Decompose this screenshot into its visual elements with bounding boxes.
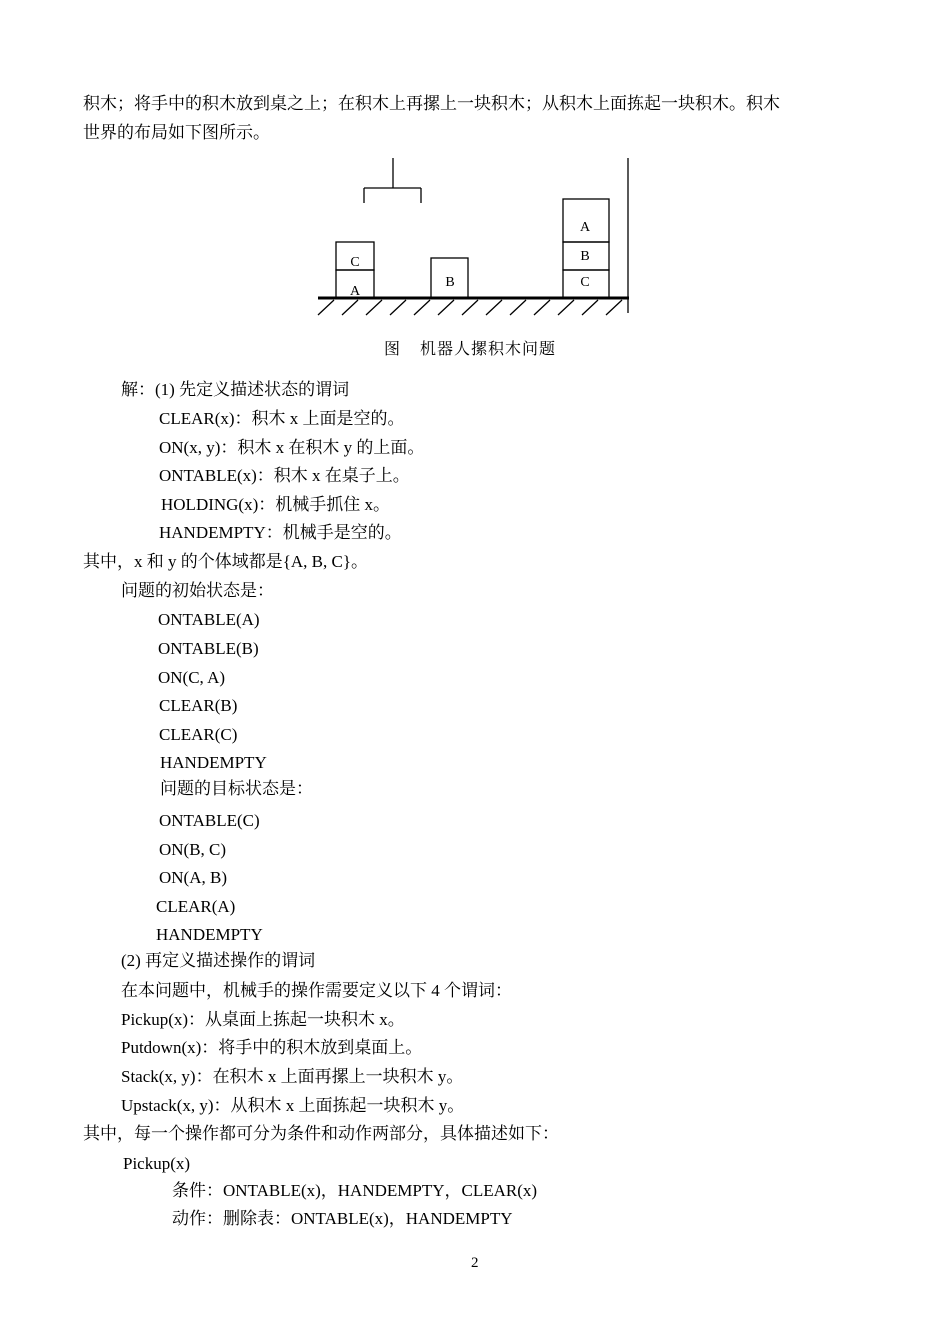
operation-item: Pickup(x)：从桌面上拣起一块积木 x。	[121, 1010, 405, 1029]
block-world-figure	[0, 150, 950, 480]
goal-state-item: ON(B, C)	[159, 840, 227, 859]
pickup-name: Pickup(x)	[123, 1154, 191, 1173]
block-label-left-bottom: A	[349, 284, 361, 299]
predicate-item: ONTABLE(x)：积木 x 在桌子上。	[159, 466, 410, 485]
part2-intro: 在本问题中，机械手的操作需要定义以下 4 个谓词：	[121, 981, 512, 1000]
block-label-middle: B	[445, 275, 455, 290]
part2-heading: (2) 再定义描述操作的谓词	[121, 951, 316, 970]
goal-state-item: CLEAR(A)	[156, 897, 236, 916]
initial-state-item: CLEAR(B)	[159, 696, 238, 715]
goal-state-item: HANDEMPTY	[156, 925, 263, 944]
operation-item: Upstack(x, y)：从积木 x 上面拣起一块积木 y。	[121, 1096, 465, 1115]
initial-state-item: ON(C, A)	[158, 668, 226, 687]
goal-state-heading: 问题的目标状态是：	[160, 779, 313, 798]
figure-caption-prefix: 图	[384, 341, 401, 358]
predicate-item: CLEAR(x)：积木 x 上面是空的。	[159, 409, 405, 428]
initial-state-heading: 问题的初始状态是：	[121, 581, 274, 600]
operation-item: Stack(x, y)：在积木 x 上面再摞上一块积木 y。	[121, 1067, 464, 1086]
predicate-item: HOLDING(x)：机械手抓住 x。	[161, 495, 391, 514]
block-label-right-bottom: C	[580, 275, 590, 290]
predicate-item: ON(x, y)：积木 x 在积木 y 的上面。	[159, 438, 425, 457]
block-label-right-top: A	[579, 220, 591, 235]
table-hatching	[318, 300, 622, 315]
solution-label: 解：(1) 先定义描述状态的谓词	[121, 380, 350, 399]
page-number: 2	[471, 1255, 479, 1271]
initial-state-item: ONTABLE(A)	[158, 610, 260, 629]
robot-hand-icon	[364, 158, 421, 203]
goal-state-item: ONTABLE(C)	[159, 811, 260, 830]
block-label-left-top: C	[350, 255, 360, 270]
block-label-right-middle: B	[580, 249, 590, 264]
operation-item: Putdown(x)：将手中的积木放到桌面上。	[121, 1038, 423, 1057]
intro-line-2: 世界的布局如下图所示。	[83, 123, 270, 142]
domain-note: 其中，x 和 y 的个体域都是{A, B, C}。	[83, 552, 369, 571]
figure-caption: 机器人摞积木问题	[420, 341, 557, 358]
pickup-action: 动作：删除表：ONTABLE(x)，HANDEMPTY	[172, 1209, 513, 1228]
intro-line-1: 积木；将手中的积木放到桌之上；在积木上再摞上一块积木；从积木上面拣起一块积木。积木	[83, 94, 780, 113]
operations-note: 其中，每一个操作都可分为条件和动作两部分，具体描述如下：	[83, 1124, 559, 1143]
initial-state-item: CLEAR(C)	[159, 725, 238, 744]
initial-state-item: ONTABLE(B)	[158, 639, 259, 658]
goal-state-item: ON(A, B)	[159, 868, 227, 887]
initial-state-item: HANDEMPTY	[160, 753, 267, 772]
predicate-item: HANDEMPTY：机械手是空的。	[159, 523, 402, 542]
pickup-condition: 条件：ONTABLE(x)，HANDEMPTY，CLEAR(x)	[172, 1181, 538, 1200]
